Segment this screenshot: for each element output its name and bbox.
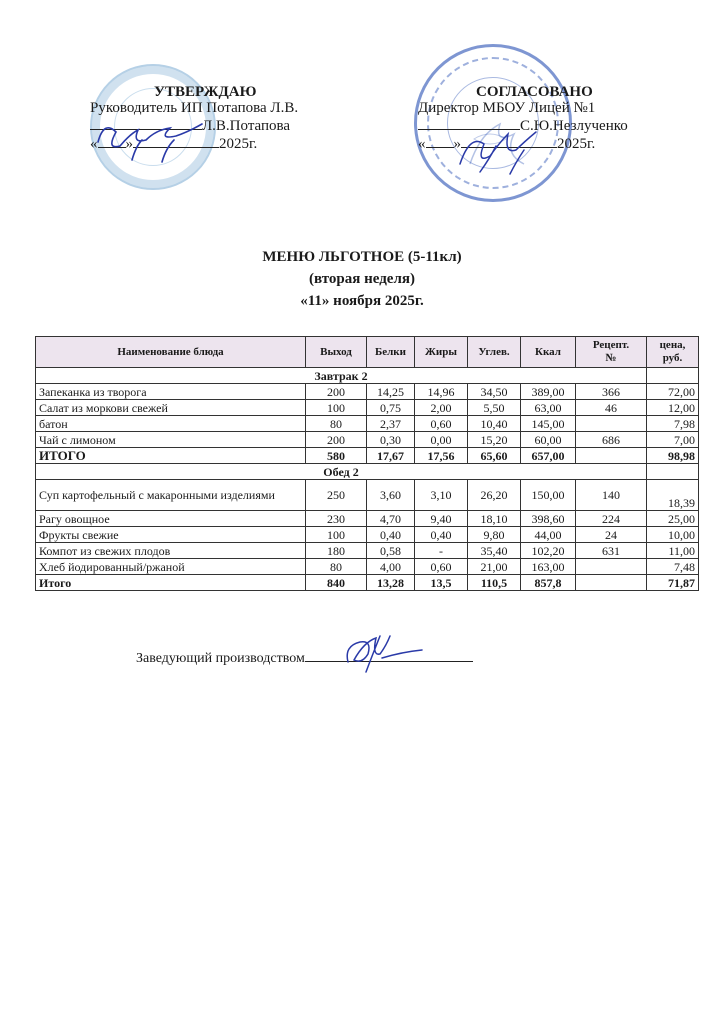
total-row [36,575,699,591]
dish-output: 230 [306,511,367,527]
dish-carbs: 21,00 [468,559,521,575]
dish-price: 7,00 [647,432,699,448]
table-row [36,384,699,400]
document-title: МЕНЮ ЛЬГОТНОЕ (5-11кл) [262,249,462,265]
dish-fat: 9,40 [415,511,468,527]
section-price-empty [647,464,699,480]
table-row [36,400,699,416]
dish-kcal: 60,00 [521,432,576,448]
dish-carbs: 26,20 [468,480,521,511]
dish-protein: 0,58 [367,543,415,559]
dish-protein: 0,40 [367,527,415,543]
total-recipe [576,575,647,591]
dish-price: 11,00 [647,543,699,559]
agreer-position: Директор МБОУ Лицей №1 [418,100,596,116]
dish-fat: 0,60 [415,559,468,575]
total-recipe [576,448,647,464]
dish-output: 200 [306,384,367,400]
col-header-recipe: Рецепт. № [576,337,647,368]
dish-price: 7,48 [647,559,699,575]
table-row [36,527,699,543]
col-header-carbs: Углев. [468,337,521,368]
dish-recipe: 224 [576,511,647,527]
dish-recipe: 686 [576,432,647,448]
total-label: Итого [36,575,306,591]
total-carbs: 110,5 [468,575,521,591]
table-row [36,511,699,527]
dish-recipe: 140 [576,480,647,511]
dish-protein: 4,00 [367,559,415,575]
dish-price: 12,00 [647,400,699,416]
col-header-protein: Белки [367,337,415,368]
section-price-empty [647,368,699,384]
total-kcal: 657,00 [521,448,576,464]
col-header-price: цена, руб. [647,337,699,368]
dish-output: 100 [306,400,367,416]
section-title: Обед 2 [36,464,647,480]
dish-name: Компот из свежих плодов [36,543,306,559]
section-row [36,368,699,384]
approver-position: Руководитель ИП Потапова Л.В. [90,100,299,116]
total-carbs: 65,60 [468,448,521,464]
dish-carbs: 9,80 [468,527,521,543]
table-row [36,480,699,511]
menu-table [35,336,699,591]
approver-name: Л.В.Потапова [202,118,291,134]
production-manager-line [136,648,473,667]
day-underline [426,134,454,148]
dish-recipe: 46 [576,400,647,416]
dish-carbs: 5,50 [468,400,521,416]
dish-price: 72,00 [647,384,699,400]
dish-carbs: 34,50 [468,384,521,400]
dish-fat: 2,00 [415,400,468,416]
dish-name: Чай с лимоном [36,432,306,448]
table-row [36,416,699,432]
dish-protein: 2,37 [367,416,415,432]
approval-year: 2025г. [219,136,258,152]
col-header-output: Выход [306,337,367,368]
dish-protein: 3,60 [367,480,415,511]
total-kcal: 857,8 [521,575,576,591]
dish-protein: 14,25 [367,384,415,400]
dish-protein: 0,75 [367,400,415,416]
col-header-kcal: Ккал [521,337,576,368]
total-protein: 17,67 [367,448,415,464]
open-quote: « [418,136,426,152]
signature-underline [90,116,202,130]
dish-fat: - [415,543,468,559]
dish-carbs: 18,10 [468,511,521,527]
total-price: 71,87 [647,575,699,591]
approver-signature-line [90,116,350,134]
dish-name: Запеканка из творога [36,384,306,400]
dish-name: Суп картофельный с макаронными изделиями [36,480,306,511]
month-underline [133,134,219,148]
dish-output: 80 [306,416,367,432]
total-price: 98,98 [647,448,699,464]
close-quote: » [125,136,133,152]
agreement-title: СОГЛАСОВАНО [476,84,593,100]
dish-kcal: 102,20 [521,543,576,559]
table-row [36,559,699,575]
dish-fat: 0,00 [415,432,468,448]
dish-name: Салат из моркови свежей [36,400,306,416]
signature-underline [418,116,520,130]
manager-signature-underline [305,648,473,662]
dish-price: 18,39 [647,480,699,511]
dish-fat: 3,10 [415,480,468,511]
dish-kcal: 389,00 [521,384,576,400]
close-quote: » [453,136,461,152]
total-fat: 13,5 [415,575,468,591]
document-header [0,246,724,312]
dish-output: 200 [306,432,367,448]
production-manager-label: Заведующий производством [136,651,305,666]
dish-kcal: 63,00 [521,400,576,416]
dish-protein: 0,30 [367,432,415,448]
dish-recipe [576,416,647,432]
dish-output: 180 [306,543,367,559]
dish-kcal: 44,00 [521,527,576,543]
table-row [36,543,699,559]
dish-recipe: 24 [576,527,647,543]
total-label: ИТОГО [36,448,306,464]
dish-carbs: 35,40 [468,543,521,559]
day-underline [98,134,126,148]
section-title: Завтрак 2 [36,368,647,384]
dish-kcal: 163,00 [521,559,576,575]
agreer-signature-line [418,116,678,134]
month-underline [461,134,557,148]
dish-fat: 0,40 [415,527,468,543]
dish-recipe: 366 [576,384,647,400]
dish-output: 100 [306,527,367,543]
col-header-name: Наименование блюда [36,337,306,368]
document-subtitle: (вторая неделя) [309,271,415,287]
agreement-date-line [418,134,678,152]
dish-recipe: 631 [576,543,647,559]
dish-kcal: 150,00 [521,480,576,511]
dish-output: 250 [306,480,367,511]
col-header-fat: Жиры [415,337,468,368]
document-date: «11» ноября 2025г. [300,293,424,309]
dish-fat: 14,96 [415,384,468,400]
dish-output: 80 [306,559,367,575]
dish-fat: 0,60 [415,416,468,432]
dish-price: 25,00 [647,511,699,527]
dish-price: 10,00 [647,527,699,543]
total-output: 840 [306,575,367,591]
dish-price: 7,98 [647,416,699,432]
open-quote: « [90,136,98,152]
total-row [36,448,699,464]
section-row [36,464,699,480]
approval-date-line [90,134,350,152]
total-output: 580 [306,448,367,464]
dish-carbs: 15,20 [468,432,521,448]
agreement-block [418,84,678,152]
dish-name: батон [36,416,306,432]
table-row [36,432,699,448]
approval-title: УТВЕРЖДАЮ [154,84,257,100]
agreement-year: 2025г. [557,136,596,152]
dish-name: Рагу овощное [36,511,306,527]
approval-block [90,84,350,152]
total-protein: 13,28 [367,575,415,591]
dish-carbs: 10,40 [468,416,521,432]
dish-name: Фрукты свежие [36,527,306,543]
dish-protein: 4,70 [367,511,415,527]
total-fat: 17,56 [415,448,468,464]
dish-name: Хлеб йодированный/ржаной [36,559,306,575]
dish-kcal: 145,00 [521,416,576,432]
dish-kcal: 398,60 [521,511,576,527]
agreer-name: С.Ю.Незлученко [520,118,628,134]
table-header-row [36,337,699,368]
dish-recipe [576,559,647,575]
